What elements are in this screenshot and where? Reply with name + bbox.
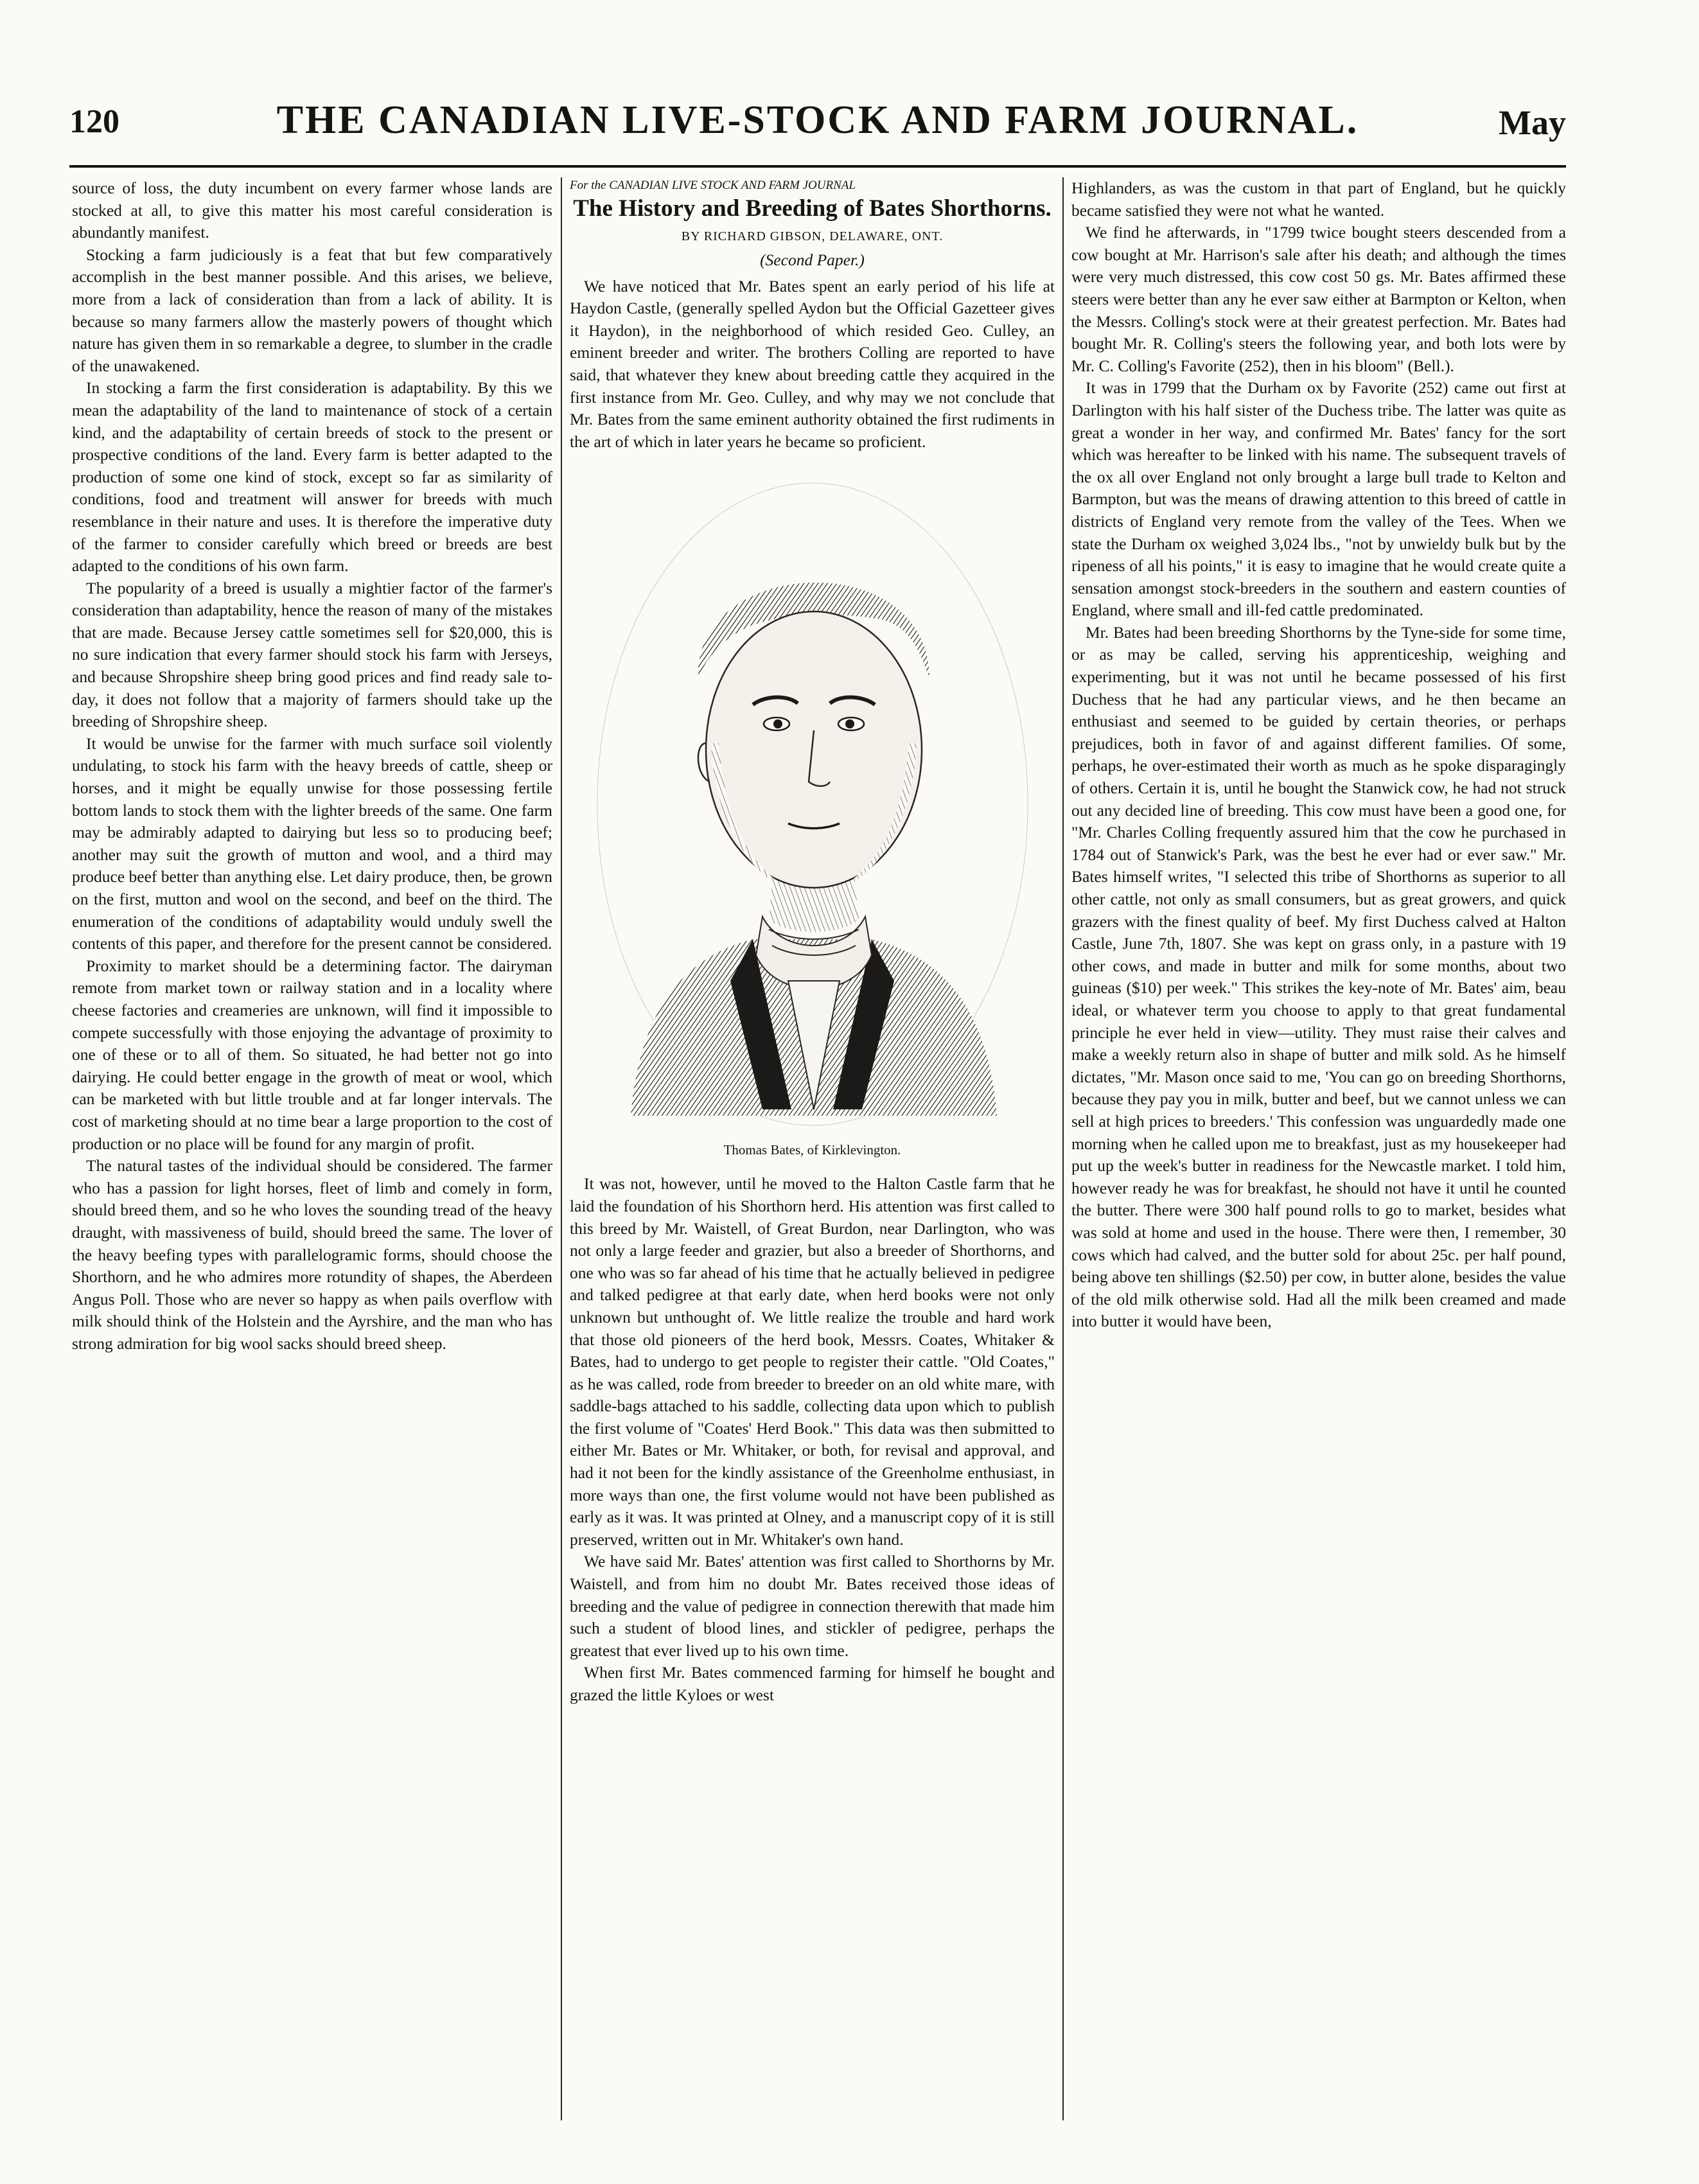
portrait-engraving bbox=[570, 467, 1055, 1138]
page-number: 120 bbox=[69, 103, 119, 140]
column-left bbox=[72, 177, 552, 2120]
paper-number: (Second Paper.) bbox=[760, 251, 865, 269]
paragraph: It was not, however, until he moved to the Halton Castle farm that he laid the foundation of his Shorthorn herd. His attention was first called to this breed by Mr. Waistell, of Great Burdon, near Darlington, who was not only a large feeder and grazier, but also a breeder of Shorthorns, and one who was so far ahead of his time that he actually believed in pedigree and talked pedigree at that early date, when herd books were not only unknown but unthought of. We little realize the trouble and hard work that those old pioneers of the herd book, Messrs. Coates, Whitaker & Bates, had to undergo to get people to register their cattle. "Old Coates," as he was called, rode from breeder to breeder on an old white mare, with saddle-bags attached to his saddle, collecting data upon which to publish the first volume of "Coates' Herd Book." This data was then submitted to either Mr. Bates or Mr. Whitaker, or both, for revisal and approval, and had it not been for the kindly assistance of the Greenholme enthusiast, in more ways than one, the first volume would not have been published as early as it was. It was printed at Olney, and a manuscript copy of it is still preserved, written out in Mr. Whitaker's own hand. bbox=[570, 1174, 1055, 1549]
paragraph: We find he afterwards, in "1799 twice bought steers descended from a cow bought at Mr. Harrison's sale after his death; and although the times were very much distressed, this cow cost 50 gs. Mr. Bates affirmed these steers were better than any he ever saw either at Barmpton or Kelton, when the Messrs. Colling's stock were at their greatest perfection. Mr. Bates had bought Mr. R. Colling's steers the following year, and both lots were by Mr. C. Colling's Favorite (252), then in his bloom" (Bell.). bbox=[1071, 223, 1566, 375]
paragraph: Proximity to market should be a determining factor. The dairyman remote from market town or railway station and in a locality where cheese factories and creameries are unknown, will find it impossible to compete successfully with those enjoying the advantage of proximity to one of these or to all of them. So situated, he had better not go into dairying. He could better engage in the growth of meat or wool, which can be marketed with but little trouble and at far longer intervals. The cost of marketing should at no time bear a large proportion to the cost of production or no place will be found for any margin of profit. bbox=[72, 956, 552, 1153]
paragraph: It was in 1799 that the Durham ox by Favorite (252) came out first at Darlington with his half sister of the Duchess tribe. The latter was quite as great a wonder in her way, and confirmed Mr. Bates' fancy for the sort which was hereafter to be linked with his name. The subsequent travels of the ox all over England not only brought a large bull trade to Kelton and Barmpton, but was the means of drawing attention to this breed of cattle in districts of England very remote from the valley of the Tees. When we state the Durham ox weighed 3,024 lbs., "not by unwieldy bulk but by the ripeness of all his points," it is easy to imagine that he would create quite a sensation amongst stock-breeders in the southern and eastern counties of England, where small and ill-fed cattle predominated. bbox=[1071, 378, 1566, 620]
journal-title: THE CANADIAN LIVE-STOCK AND FARM JOURNAL. bbox=[276, 98, 1359, 142]
column-divider bbox=[1062, 177, 1064, 2120]
issue-month: May bbox=[1499, 103, 1566, 142]
paragraph: Stocking a farm judiciously is a feat that but few comparatively accomplish in the best manner possible. And this arises, we believe, more from a lack of consideration than from a lack of ability. It is because so many farmers allow the masterly powers of thought which nature has given them in so remarkable a degree, to slumber in the cradle of the unawakened. bbox=[72, 245, 552, 375]
paragraph: source of loss, the duty incumbent on every farmer whose lands are stocked at all, to give this matter his most careful consideration is abundantly manifest. bbox=[72, 179, 552, 242]
paragraph: Mr. Bates had been breeding Shorthorns by the Tyne-side for some time, or as may be called, serving his apprenticeship, weighing and experimenting, but it was not until he became possessed of his first Duchess that he had any particular views, and he then became an enthusiast and seemed to be guided by certain theories, or perhaps prejudices, both in favor of and against different families. Of some, perhaps, he over-estimated their worth as much as he spoke disparagingly of others. Certain it is, until he bought the Stanwick cow, he had not struck out any decided line of breeding. This cow must have been a good one, for "Mr. Charles Colling frequently assured him that the cow he purchased in 1784 out of Stanwick's Park, was the best he ever had or ever saw." Mr. Bates himself writes, "I selected this tribe of Shorthorns as superior to all other cattle, not only as small consumers, but as great growers, and quick grazers with the finest quality of beef. My first Duchess calved at Halton Castle, June 7th, 1807. She was kept on grass only, in a pasture with 19 other cows, and made in butter and milk for some months, about two guineas ($10) per week." This strikes the key-note of Mr. Bates' aim, beau ideal, or whatever term you choose to apply to that great fundamental principle he ever held in view—utility. They must raise their calves and make a weekly return also in shape of butter and milk sold. As he himself dictates, "Mr. Mason once said to me, 'You can go on breeding Shorthorns, because they pay you in milk, butter and beef, but we cannot unless we can sell at high prices to breeders.' This confession was unguardedly made one morning when he called upon me to breakfast, just as my housekeeper had put up the week's butter in readiness for the Newcastle market. I told him, however ready he was for breakfast, he should not have it until he counted the butter. There were 300 half pound rolls to go to market, besides what was sold at home and used in the house. There were then, I remember, 30 cows which had calved, and the butter sold for about 25c. per half pound, being above ten shillings ($2.50) per cow, in butter alone, besides the value of the old milk otherwise sold. Had all the milk been creamed and made into butter it would have been, bbox=[1071, 622, 1566, 1331]
column-right bbox=[1071, 177, 1566, 2120]
masthead bbox=[69, 98, 1566, 161]
article-title: The History and Breeding of Bates Shorthorns. bbox=[573, 195, 1052, 222]
column-divider bbox=[561, 177, 562, 2120]
column-middle bbox=[570, 177, 1055, 2120]
portrait-caption: Thomas Bates, of Kirklevington. bbox=[723, 1142, 901, 1158]
paragraph: It would be unwise for the farmer with much surface soil violently undulating, to stock his farm with the heavy breeds of cattle, sheep or horses, and it might be equally unwise for those possessing fertile bottom lands to stock them with the lighter breeds of the same. One farm may be admirably adapted to dairying but less so to producing beef; another may suit the growth of mutton and wool, and a third may produce beef better than anything else. Let dairy produce, then, be grown on the first, mutton and wool on the second, and beef on the third. The enumeration of the conditions of adaptability would unduly swell the contents of this paper, and therefore for the present cannot be considered. bbox=[72, 734, 552, 953]
paragraph: Highlanders, as was the custom in that part of England, but he quickly became satisfied they were not what he wanted. bbox=[1071, 179, 1566, 220]
paragraph: The popularity of a breed is usually a mightier factor of the farmer's consideration than adaptability, hence the reason of many of the mistakes that are made. Because Jersey cattle sometimes sell for $20,000, this is no sure indication that every farmer should stock his farm with Jerseys, and because Shropshire sheep bring good prices and find ready sale to-day, it does not follow that a majority of farmers should take up the breeding of Shropshire sheep. bbox=[72, 578, 552, 731]
paragraph: We have noticed that Mr. Bates spent an early period of his life at Haydon Castle, (generally spelled Aydon but the Official Gazetteer gives it Haydon), in the neighborhood of which resided Geo. Culley, an eminent breeder and writer. The brothers Colling are reported to have said, that whatever they knew about breeding cattle they acquired in the first instance from Mr. Geo. Culley, and why may we not conclude that Mr. Bates from the same eminent authority obtained the first rudiments in the art of which in later years he became so proficient. bbox=[570, 276, 1055, 451]
paragraph: The natural tastes of the individual should be considered. The farmer who has a passion for light horses, fleet of limb and comely in form, should breed them, and so he who loves the sounding tread of the heavy draught, with massiveness of build, should breed the same. The lover of the heavy beefing types with parallelogramic forms, should choose the Shorthorn, and he who admires more rotundity of shapes, the Aberdeen Angus Poll. Those who are never so happy as when pails overflow with milk should think of the Holstein and the Ayrshire, and the man who has strong admiration for big wool sacks should breed sheep. bbox=[72, 1156, 552, 1353]
portrait-illustration bbox=[570, 467, 1055, 1138]
article-byline: BY RICHARD GIBSON, DELAWARE, ONT. bbox=[681, 229, 944, 243]
paragraph: We have said Mr. Bates' attention was first called to Shorthorns by Mr. Waistell, and from him no doubt Mr. Bates received those ideas of breeding and the value of pedigree in connection therewith that made him such a student of blood lines, and stickler of pedigree, perhaps the greatest that ever lived up to his own time. bbox=[570, 1552, 1055, 1660]
paragraph: When first Mr. Bates commenced farming for himself he bought and grazed the little Kyloes or west bbox=[570, 1663, 1055, 1704]
paragraph: In stocking a farm the first consideration is adaptability. By this we mean the adaptability of the land to maintenance of stock of a certain kind, and the adaptability of certain breeds of stock to the present or prospective conditions of the land. Every farm is better adapted to the production of some one kind of stock, except so far as similarity of conditions, food and treatment will answer for breeds with much resemblance in their nature and uses. It is therefore the imperative duty of the farmer to consider carefully which breed or breeds are best adapted to the conditions of his own farm. bbox=[72, 378, 552, 576]
article-credit: For the CANADIAN LIVE STOCK AND FARM JOURNAL bbox=[570, 179, 856, 192]
header-rule bbox=[69, 165, 1566, 168]
